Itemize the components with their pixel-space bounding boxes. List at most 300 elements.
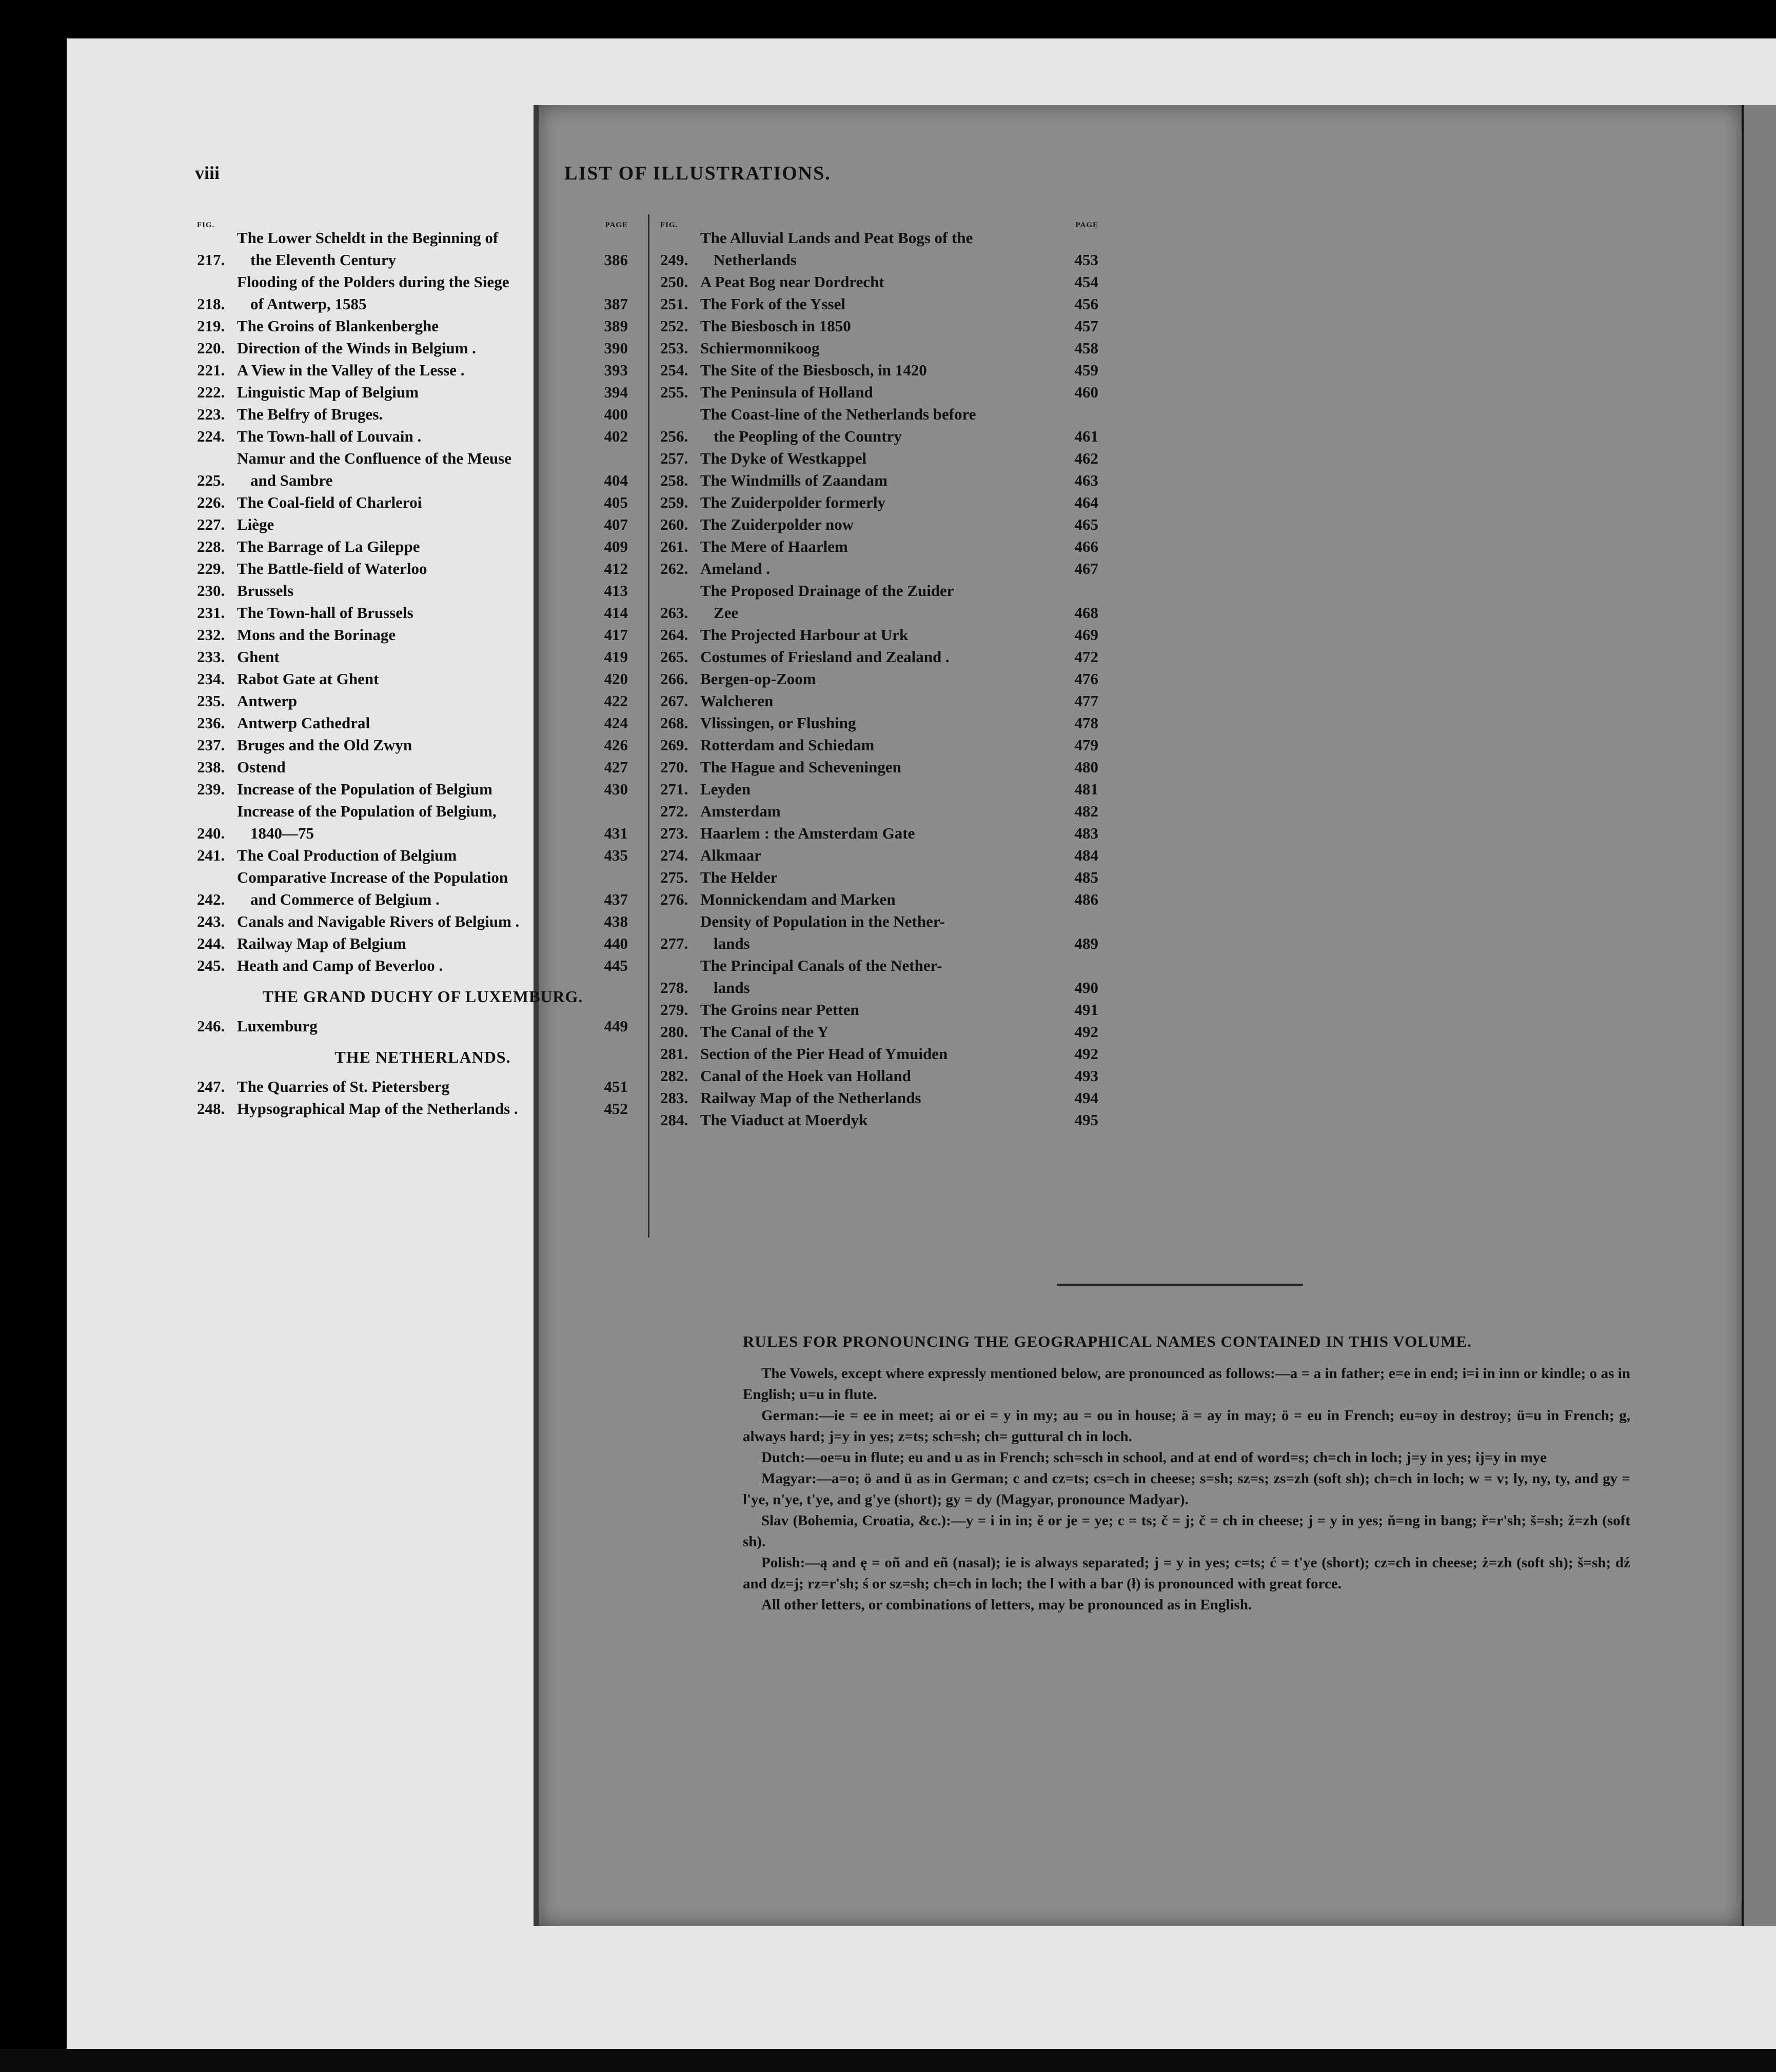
figure-entry bbox=[197, 227, 628, 271]
figure-title-line: Rotterdam and Schiedam bbox=[700, 736, 875, 754]
figure-title bbox=[237, 690, 596, 712]
figure-page: 405 bbox=[604, 493, 628, 511]
figure-entry bbox=[197, 734, 628, 756]
figure-title-line: and Sambre bbox=[250, 471, 333, 489]
figure-page: 402 bbox=[604, 427, 628, 445]
figure-page: 481 bbox=[1074, 780, 1098, 798]
figure-title bbox=[237, 734, 596, 756]
figure-number: 245. bbox=[197, 957, 225, 974]
figure-title bbox=[700, 271, 1067, 293]
figure-title bbox=[237, 668, 596, 690]
figure-entry bbox=[660, 954, 1098, 999]
figure-title-line: Schiermonnikoog bbox=[700, 339, 820, 357]
figure-entry bbox=[197, 954, 628, 977]
figure-page: 420 bbox=[604, 670, 628, 688]
figure-page: 452 bbox=[604, 1100, 628, 1118]
figure-title bbox=[237, 756, 596, 778]
rules-body bbox=[743, 1363, 1630, 1616]
figure-number: 243. bbox=[197, 912, 225, 930]
figure-number: 269. bbox=[660, 736, 688, 754]
figure-page: 479 bbox=[1074, 736, 1098, 754]
netherlands-heading: THE NETHERLANDS. bbox=[334, 1048, 511, 1066]
figure-title-line: Increase of the Population of Belgium bbox=[237, 780, 492, 798]
figure-title-line: Canals and Navigable Rivers of Belgium . bbox=[237, 912, 520, 930]
figure-title bbox=[237, 602, 596, 624]
figure-title bbox=[237, 337, 596, 359]
figure-title bbox=[700, 624, 1067, 646]
figure-entry bbox=[660, 557, 1098, 580]
figure-title bbox=[700, 690, 1067, 712]
figure-number: 251. bbox=[660, 295, 688, 313]
figure-title bbox=[700, 1087, 1067, 1109]
figure-page: 478 bbox=[1074, 714, 1098, 732]
figure-entry bbox=[660, 910, 1098, 954]
figure-title-line: Leyden bbox=[700, 780, 751, 798]
figure-title-line: Mons and the Borinage bbox=[237, 626, 396, 644]
page-title: LIST OF ILLUSTRATIONS. bbox=[564, 163, 831, 184]
figure-entry bbox=[197, 1015, 628, 1037]
figure-page: 466 bbox=[1074, 537, 1098, 555]
figure-page: 465 bbox=[1074, 515, 1098, 533]
figure-page: 438 bbox=[604, 912, 628, 930]
figure-number: 263. bbox=[660, 604, 688, 622]
figure-title-line: The Coal Production of Belgium bbox=[237, 846, 457, 864]
figure-number: 220. bbox=[197, 339, 225, 357]
figure-number: 235. bbox=[197, 692, 225, 710]
figure-page: 413 bbox=[604, 582, 628, 600]
figure-title-line: and Commerce of Belgium . bbox=[250, 890, 440, 908]
figure-number: 248. bbox=[197, 1100, 225, 1118]
figure-title-line: The Principal Canals of the Nether- bbox=[700, 957, 942, 974]
figure-page: 422 bbox=[604, 692, 628, 710]
figure-page: 492 bbox=[1074, 1045, 1098, 1063]
figure-entry bbox=[197, 403, 628, 425]
figure-entry bbox=[660, 800, 1098, 822]
figure-page: 457 bbox=[1074, 317, 1098, 335]
figure-title-line: Liège bbox=[237, 515, 274, 533]
figure-page: 386 bbox=[604, 251, 628, 269]
figure-entry bbox=[197, 866, 628, 910]
figure-number: 230. bbox=[197, 582, 225, 600]
figure-page: 409 bbox=[604, 537, 628, 555]
figure-title bbox=[700, 910, 1067, 954]
figure-number: 229. bbox=[197, 560, 225, 577]
figure-title bbox=[237, 844, 596, 866]
figure-title-line: The Mere of Haarlem bbox=[700, 537, 848, 555]
figure-title bbox=[700, 1021, 1067, 1043]
figure-entry bbox=[660, 359, 1098, 381]
figure-page: 462 bbox=[1074, 449, 1098, 467]
figure-title-line: Amsterdam bbox=[700, 802, 781, 820]
figure-entry bbox=[197, 359, 628, 381]
luxembourg-figure-list bbox=[197, 1015, 628, 1037]
figure-entry bbox=[197, 910, 628, 932]
figure-number: 218. bbox=[197, 295, 225, 313]
figure-title bbox=[700, 469, 1067, 491]
figure-title bbox=[237, 381, 596, 403]
figure-entry bbox=[660, 491, 1098, 513]
page-heading: PAGE bbox=[1075, 221, 1098, 229]
figure-entry bbox=[660, 866, 1098, 888]
figure-title-line: The Zuiderpolder formerly bbox=[700, 493, 886, 511]
figure-title bbox=[700, 381, 1067, 403]
figure-page: 458 bbox=[1074, 339, 1098, 357]
figure-page: 394 bbox=[604, 383, 628, 401]
figure-entry bbox=[660, 315, 1098, 337]
figure-title bbox=[700, 734, 1067, 756]
running-head bbox=[195, 162, 1118, 188]
figure-entry bbox=[660, 690, 1098, 712]
figure-title-line: Linguistic Map of Belgium bbox=[237, 383, 419, 401]
figure-title-line: lands bbox=[714, 979, 750, 997]
figure-page: 449 bbox=[604, 1017, 628, 1035]
figure-entry bbox=[660, 381, 1098, 403]
figure-number: 284. bbox=[660, 1111, 688, 1129]
figure-page: 440 bbox=[604, 934, 628, 952]
figure-number: 223. bbox=[197, 405, 225, 423]
figure-page: 476 bbox=[1074, 670, 1098, 688]
figure-page: 483 bbox=[1074, 824, 1098, 842]
figure-title-line: Increase of the Population of Belgium, bbox=[237, 802, 497, 820]
figure-page: 393 bbox=[604, 361, 628, 379]
figure-title-line: Monnickendam and Marken bbox=[700, 890, 896, 908]
right-column bbox=[660, 214, 1098, 1131]
figure-title-line: Ostend bbox=[237, 758, 286, 776]
figure-title bbox=[237, 513, 596, 535]
figure-entry bbox=[197, 778, 628, 800]
figure-title bbox=[700, 557, 1067, 580]
figure-entry bbox=[660, 756, 1098, 778]
figure-title-line: A Peat Bog near Dordrecht bbox=[700, 273, 884, 291]
figure-number: 268. bbox=[660, 714, 688, 732]
figure-title-line: Railway Map of Belgium bbox=[237, 934, 406, 952]
figure-entry bbox=[197, 580, 628, 602]
figure-title-line: The Dyke of Westkappel bbox=[700, 449, 867, 467]
figure-entry bbox=[197, 513, 628, 535]
figure-entry bbox=[197, 337, 628, 359]
figure-page: 461 bbox=[1074, 427, 1098, 445]
figure-title-line: 1840—75 bbox=[250, 824, 314, 842]
figure-title-line: Rabot Gate at Ghent bbox=[237, 670, 379, 688]
figure-page: 486 bbox=[1074, 890, 1098, 908]
figure-entry bbox=[660, 1043, 1098, 1065]
figure-page: 454 bbox=[1074, 273, 1098, 291]
figure-number: 252. bbox=[660, 317, 688, 335]
figure-page: 453 bbox=[1074, 251, 1098, 269]
figure-entry bbox=[660, 646, 1098, 668]
figure-page: 389 bbox=[604, 317, 628, 335]
figure-title-line: The Barrage of La Gileppe bbox=[237, 537, 420, 555]
figure-entry bbox=[197, 425, 628, 447]
figure-number: 231. bbox=[197, 604, 225, 622]
figure-entry bbox=[660, 734, 1098, 756]
figure-title bbox=[700, 1043, 1067, 1065]
figure-title bbox=[237, 778, 596, 800]
figure-title bbox=[700, 315, 1067, 337]
figure-title bbox=[700, 712, 1067, 734]
figure-page: 467 bbox=[1074, 560, 1098, 577]
figure-entry bbox=[197, 557, 628, 580]
left-figure-list bbox=[197, 227, 628, 977]
figure-entry bbox=[660, 447, 1098, 469]
figure-number: 228. bbox=[197, 537, 225, 555]
figure-title-line: Heath and Camp of Beverloo . bbox=[237, 957, 443, 974]
figure-title-line: The Site of the Biesbosch, in 1420 bbox=[700, 361, 927, 379]
figure-page: 451 bbox=[604, 1078, 628, 1095]
figure-title bbox=[700, 800, 1067, 822]
figure-title bbox=[700, 403, 1067, 447]
figure-title-line: The Peninsula of Holland bbox=[700, 383, 873, 401]
figure-title-line: Flooding of the Polders during the Siege bbox=[237, 273, 509, 291]
figure-entry bbox=[197, 712, 628, 734]
figure-number: 267. bbox=[660, 692, 688, 710]
figure-entry bbox=[660, 337, 1098, 359]
page-heading: PAGE bbox=[605, 221, 628, 229]
figure-title bbox=[237, 800, 596, 844]
figure-entry bbox=[197, 646, 628, 668]
figure-page: 494 bbox=[1074, 1089, 1098, 1107]
figure-number: 219. bbox=[197, 317, 225, 335]
fig-heading: FIG. bbox=[197, 221, 215, 229]
column-divider bbox=[648, 214, 649, 1238]
figure-number: 253. bbox=[660, 339, 688, 357]
figure-number: 244. bbox=[197, 934, 225, 952]
figure-number: 280. bbox=[660, 1023, 688, 1041]
figure-title-line: The Proposed Drainage of the Zuider bbox=[700, 582, 954, 600]
figure-page: 477 bbox=[1074, 692, 1098, 710]
figure-entry bbox=[197, 602, 628, 624]
figure-entry bbox=[660, 712, 1098, 734]
figure-title-line: Zee bbox=[714, 604, 739, 622]
figure-title bbox=[700, 337, 1067, 359]
figure-title-line: The Quarries of St. Pietersberg bbox=[237, 1078, 450, 1095]
figure-page: 390 bbox=[604, 339, 628, 357]
right-figure-list bbox=[660, 227, 1098, 1131]
figure-title bbox=[700, 293, 1067, 315]
fig-heading: FIG. bbox=[660, 221, 678, 229]
figure-page: 424 bbox=[604, 714, 628, 732]
figure-entry bbox=[197, 535, 628, 557]
figure-number: 254. bbox=[660, 361, 688, 379]
figure-entry bbox=[197, 690, 628, 712]
figure-title-line: The Projected Harbour at Urk bbox=[700, 626, 909, 644]
figure-title-line: The Groins of Blankenberghe bbox=[237, 317, 439, 335]
figure-entry bbox=[660, 513, 1098, 535]
figure-title bbox=[237, 624, 596, 646]
figure-title bbox=[237, 1015, 596, 1037]
figure-number: 233. bbox=[197, 648, 225, 666]
figure-number: 256. bbox=[660, 427, 688, 445]
figure-title bbox=[237, 1075, 596, 1098]
figure-title-line: The Town-hall of Louvain . bbox=[237, 427, 422, 445]
figure-number: 239. bbox=[197, 780, 225, 798]
section-rule bbox=[1057, 1284, 1303, 1286]
figure-number: 265. bbox=[660, 648, 688, 666]
figure-number: 236. bbox=[197, 714, 225, 732]
figure-title bbox=[700, 756, 1067, 778]
figure-title-line: lands bbox=[714, 934, 750, 952]
figure-number: 278. bbox=[660, 979, 688, 997]
figure-title bbox=[700, 866, 1067, 888]
luxembourg-heading: THE GRAND DUCHY OF LUXEMBURG. bbox=[262, 987, 583, 1006]
figure-page: 490 bbox=[1074, 979, 1098, 997]
figure-number: 264. bbox=[660, 626, 688, 644]
figure-entry bbox=[660, 580, 1098, 624]
figure-number: 266. bbox=[660, 670, 688, 688]
figure-number: 224. bbox=[197, 427, 225, 445]
figure-title-line: Costumes of Friesland and Zealand . bbox=[700, 648, 950, 666]
figure-entry bbox=[660, 844, 1098, 866]
figure-title bbox=[237, 425, 596, 447]
figure-number: 274. bbox=[660, 846, 688, 864]
figure-page: 492 bbox=[1074, 1023, 1098, 1041]
figure-page: 445 bbox=[604, 957, 628, 974]
figure-title-line: Ghent bbox=[237, 648, 280, 666]
figure-page: 493 bbox=[1074, 1067, 1098, 1085]
figure-entry bbox=[197, 1098, 628, 1120]
figure-title bbox=[700, 822, 1067, 844]
column-heading bbox=[660, 214, 1098, 227]
figure-number: 271. bbox=[660, 780, 688, 798]
figure-title-line: Luxemburg bbox=[237, 1017, 318, 1035]
figure-number: 261. bbox=[660, 537, 688, 555]
figure-page: 464 bbox=[1074, 493, 1098, 511]
figure-number: 281. bbox=[660, 1045, 688, 1063]
figure-title bbox=[700, 844, 1067, 866]
figure-number: 225. bbox=[197, 471, 225, 489]
figure-title-line: Namur and the Confluence of the Meuse bbox=[237, 449, 512, 467]
figure-title bbox=[237, 447, 596, 491]
figure-number: 262. bbox=[660, 560, 688, 577]
figure-number: 247. bbox=[197, 1078, 225, 1095]
figure-title bbox=[700, 954, 1067, 999]
figure-number: 232. bbox=[197, 626, 225, 644]
figure-title bbox=[237, 315, 596, 337]
figure-number: 275. bbox=[660, 868, 688, 886]
figure-title-line: The Lower Scheldt in the Beginning of bbox=[237, 229, 499, 247]
figure-title bbox=[237, 954, 596, 977]
figure-entry bbox=[197, 271, 628, 315]
pronunciation-rules bbox=[743, 1331, 1630, 1616]
figure-page: 387 bbox=[604, 295, 628, 313]
figure-title-line: The Hague and Scheveningen bbox=[700, 758, 901, 776]
figure-title bbox=[700, 227, 1067, 271]
figure-number: 282. bbox=[660, 1067, 688, 1085]
figure-title-line: The Coast-line of the Netherlands before bbox=[700, 405, 976, 423]
figure-page: 417 bbox=[604, 626, 628, 644]
figure-entry bbox=[660, 227, 1098, 271]
figure-title bbox=[237, 580, 596, 602]
figure-page: 480 bbox=[1074, 758, 1098, 776]
figure-title bbox=[700, 778, 1067, 800]
figure-title-line: Walcheren bbox=[700, 692, 774, 710]
figure-title-line: Antwerp bbox=[237, 692, 298, 710]
figure-number: 242. bbox=[197, 890, 225, 908]
figure-number: 226. bbox=[197, 493, 225, 511]
figure-page: 482 bbox=[1074, 802, 1098, 820]
figure-title-line: The Belfry of Bruges. bbox=[237, 405, 383, 423]
figure-number: 217. bbox=[197, 251, 225, 269]
figure-number: 279. bbox=[660, 1001, 688, 1019]
figure-title-line: The Battle-field of Waterloo bbox=[237, 560, 427, 577]
figure-title-line: Haarlem : the Amsterdam Gate bbox=[700, 824, 915, 842]
figure-title-line: Vlissingen, or Flushing bbox=[700, 714, 856, 732]
figure-title-line: Brussels bbox=[237, 582, 294, 600]
figure-number: 276. bbox=[660, 890, 688, 908]
figure-title-line: The Groins near Petten bbox=[700, 1001, 859, 1019]
figure-title-line: The Coal-field of Charleroi bbox=[237, 493, 422, 511]
rule-paragraph: All other letters, or combinations of letters, may be pronounced as in English. bbox=[761, 1597, 1252, 1613]
figure-title bbox=[237, 557, 596, 580]
figure-title-line: Ameland . bbox=[700, 560, 771, 577]
figure-title bbox=[237, 932, 596, 954]
figure-entry bbox=[197, 315, 628, 337]
rule-paragraph: Slav (Bohemia, Croatia, &c.):—y = i in in; ě or je = ye; c = ts; č = j; č = ch in cheese; j = y in yes; ň=ng in bang; ř=r'sh; š=sh; ž=zh (soft sh). bbox=[743, 1512, 1630, 1550]
figure-entry bbox=[660, 293, 1098, 315]
figure-entry bbox=[660, 778, 1098, 800]
figure-entry bbox=[660, 822, 1098, 844]
figure-page: 469 bbox=[1074, 626, 1098, 644]
figure-title-line: The Biesbosch in 1850 bbox=[700, 317, 851, 335]
figure-title-line: The Fork of the Yssel bbox=[700, 295, 845, 313]
figure-number: 246. bbox=[197, 1017, 225, 1035]
figure-title bbox=[700, 580, 1067, 624]
left-column bbox=[197, 214, 628, 1120]
figure-page: 463 bbox=[1074, 471, 1098, 489]
figure-title-line: Comparative Increase of the Population bbox=[237, 868, 508, 886]
figure-page: 427 bbox=[604, 758, 628, 776]
rule-paragraph: German:—ie = ee in meet; ai or ei = y in my; au = ou in house; ä = ay in may; ö = eu in French; eu=oy in destroy; ü=u in French; g, always hard; j=y in yes; z=ts; sch=sh; ch= guttural ch in loch. bbox=[743, 1407, 1630, 1445]
rule-paragraph: Polish:—ą and ę = oñ and eñ (nasal); ie is always separated; j = y in yes; c=ts; ć = t'ye (short); cz=ch in cheese; ż=zh (soft sh); š=sh; dź and dz=j; rz=r'sh; ś or sz=sh; ch=ch in loch; the l with a bar (ł) is pronounced with great force. bbox=[743, 1555, 1630, 1592]
figure-title-line: The Zuiderpolder now bbox=[700, 515, 854, 533]
figure-entry bbox=[660, 1087, 1098, 1109]
figure-title bbox=[700, 359, 1067, 381]
figure-title-line: Alkmaar bbox=[700, 846, 761, 864]
figure-title bbox=[237, 1098, 596, 1120]
rules-title: RULES FOR PRONOUNCING THE GEOGRAPHICAL NAMES CONTAINED IN THIS VOLUME. bbox=[743, 1332, 1472, 1350]
figure-entry bbox=[197, 800, 628, 844]
figure-entry bbox=[197, 932, 628, 954]
figure-page: 426 bbox=[604, 736, 628, 754]
page-number: viii bbox=[195, 163, 220, 183]
figure-page: 435 bbox=[604, 846, 628, 864]
figure-entry bbox=[197, 844, 628, 866]
figure-page: 437 bbox=[604, 890, 628, 908]
figure-entry bbox=[660, 1065, 1098, 1087]
figure-page: 407 bbox=[604, 515, 628, 533]
figure-number: 260. bbox=[660, 515, 688, 533]
figure-title-line: Hypsographical Map of the Netherlands . bbox=[237, 1100, 518, 1118]
figure-title bbox=[700, 1109, 1067, 1131]
figure-number: 241. bbox=[197, 846, 225, 864]
rule-paragraph: The Vowels, except where expressly mentioned below, are pronounced as follows:—a = a in father; e=e in end; i=i in inn or kindle; o as in English; u=u in flute. bbox=[743, 1365, 1630, 1403]
figure-page: 419 bbox=[604, 648, 628, 666]
figure-number: 221. bbox=[197, 361, 225, 379]
figure-title bbox=[237, 866, 596, 910]
figure-entry bbox=[660, 271, 1098, 293]
figure-page: 485 bbox=[1074, 868, 1098, 886]
figure-title-line: Canal of the Hoek van Holland bbox=[700, 1067, 911, 1085]
figure-title-line: A View in the Valley of the Lesse . bbox=[237, 361, 465, 379]
figure-title-line: Density of Population in the Nether- bbox=[700, 912, 945, 930]
figure-number: 249. bbox=[660, 251, 688, 269]
figure-title bbox=[237, 910, 596, 932]
rule-paragraph: Dutch:—oe=u in flute; eu and u as in French; sch=sch in school, and at end of word=s; ch=ch in loch; j=y in yes; ij=y in mye bbox=[761, 1449, 1547, 1466]
figure-page: 472 bbox=[1074, 648, 1098, 666]
figure-title-line: the Eleventh Century bbox=[250, 251, 397, 269]
figure-title bbox=[237, 359, 596, 381]
figure-number: 250. bbox=[660, 273, 688, 291]
